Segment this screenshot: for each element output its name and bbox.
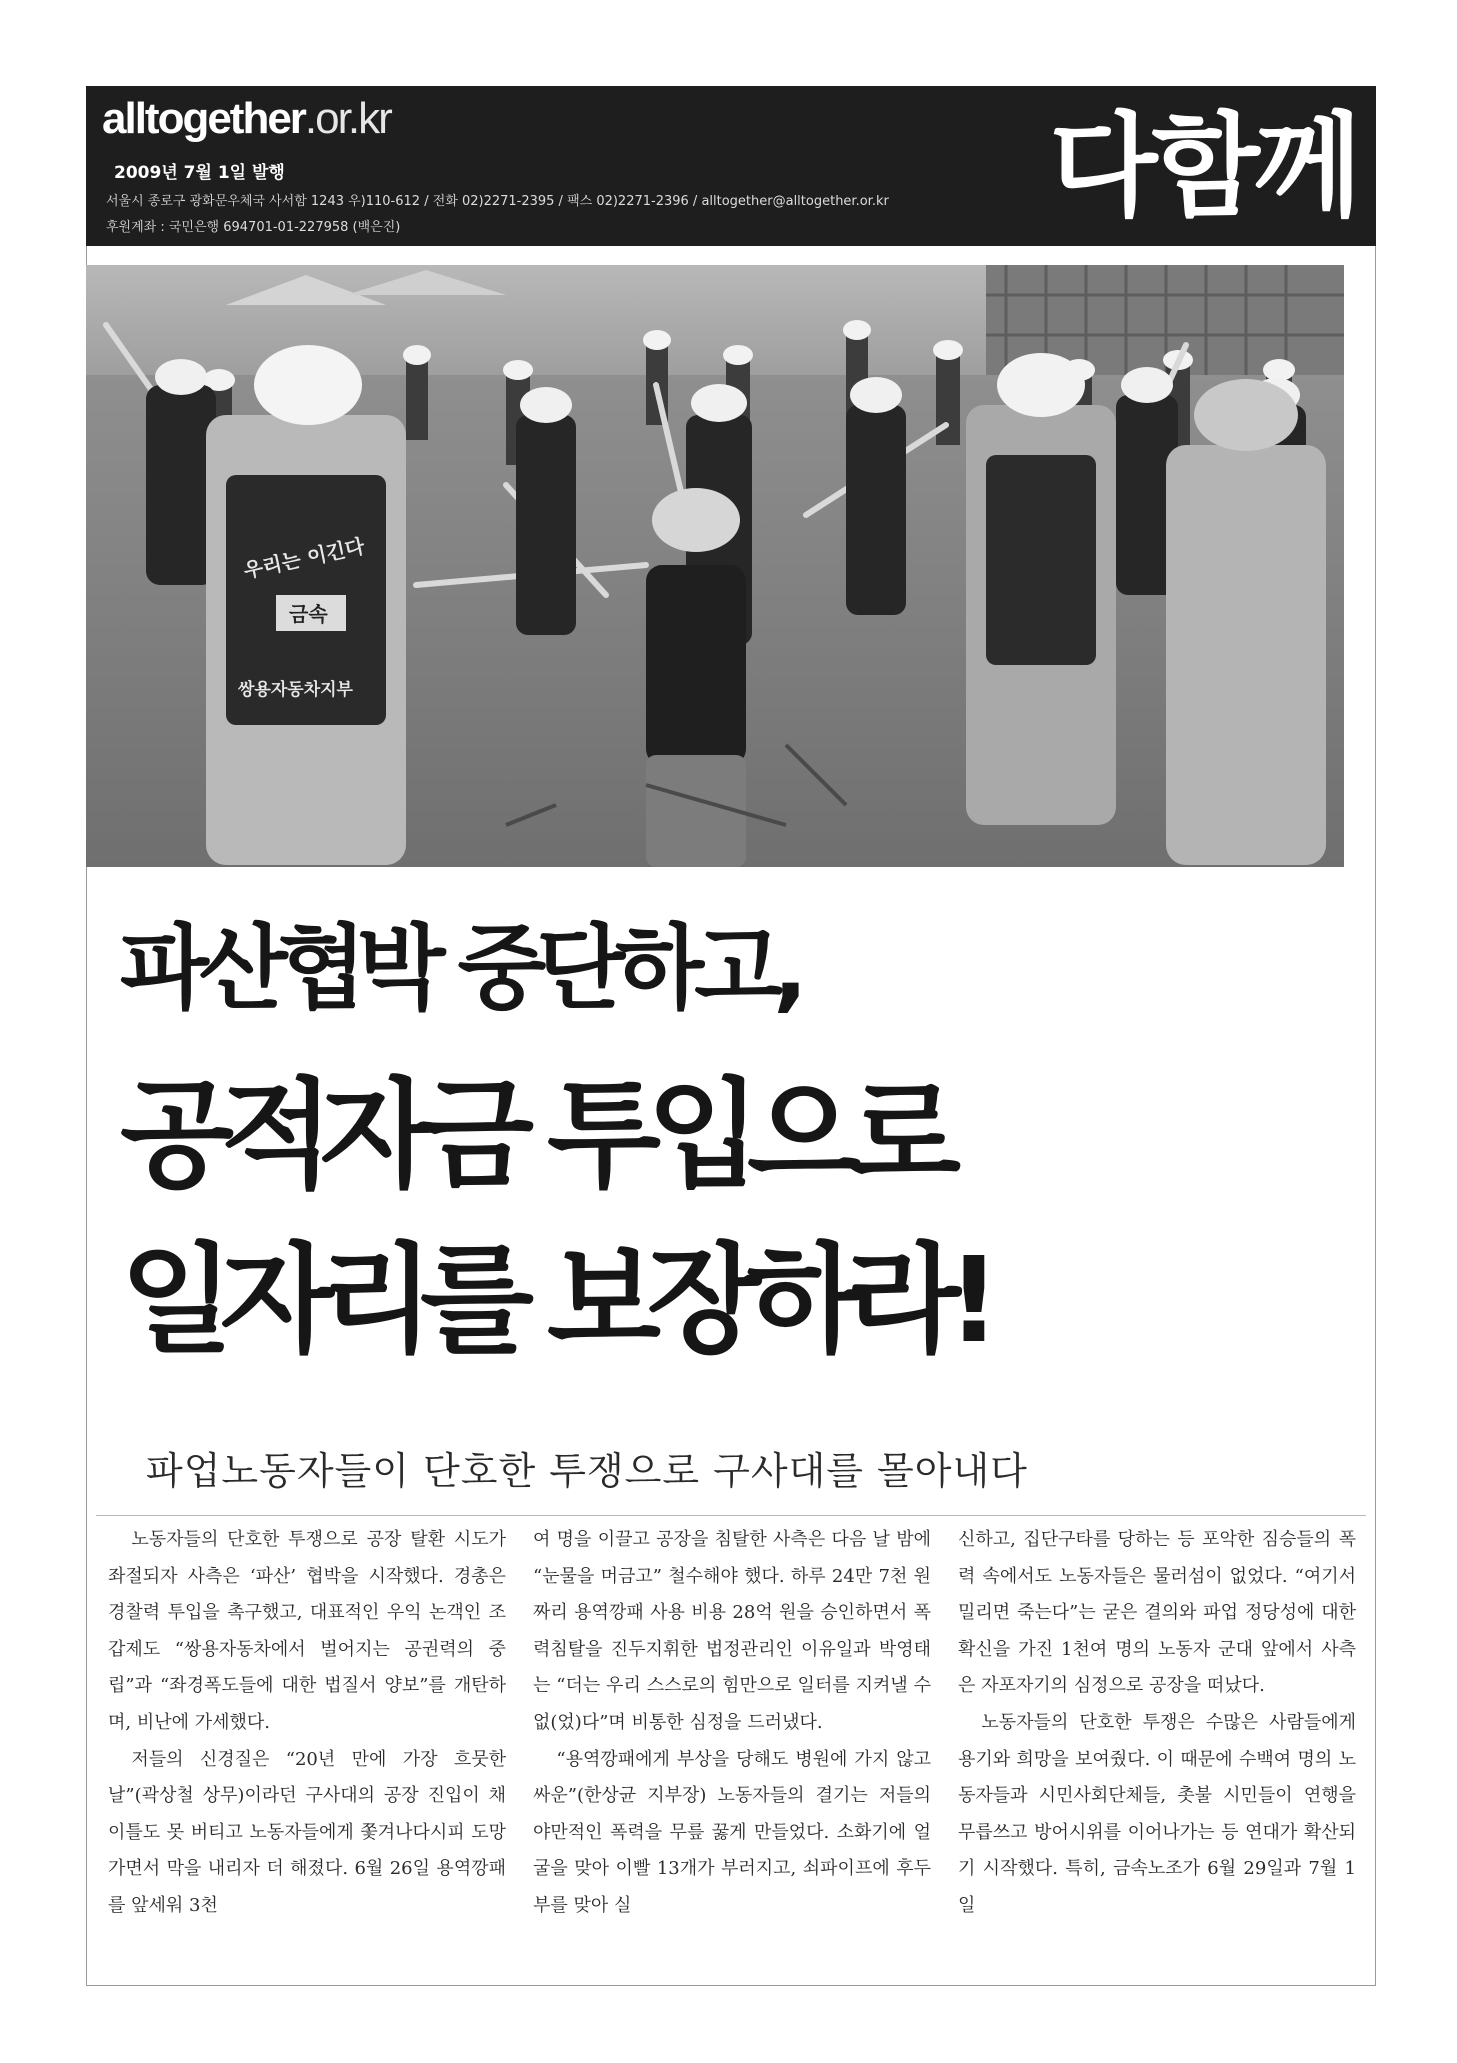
article-column-1 bbox=[108, 1522, 506, 1962]
paragraph: “용역깡패에게 부상을 당해도 병원에 가지 않고 싸운”(한상균 지부장) 노동자들의 결기는 저들의 야만적인 폭력을 무릎 꿇게 만들었다. 소화기에 얼굴을 맞아 이빨 13개가 부러지고, 쇠파이프에 후두부를 맞아 실 bbox=[533, 1748, 931, 1916]
site-logo[interactable] bbox=[102, 94, 391, 144]
cover-photo bbox=[86, 265, 1344, 867]
subheadline: 파업노동자들이 단호한 투쟁으로 구사대를 몰아내다 bbox=[146, 1449, 1028, 1493]
newspaper-brand: 다함께 bbox=[1049, 102, 1356, 232]
paragraph: 노동자들의 단호한 투쟁으로 공장 탈환 시도가 좌절되자 사측은 ‘파산’ 협박을 시작했다. 경총은 경찰력 투입을 촉구했고, 대표적인 우익 논객인 조갑제도 “쌍용자동차에서 벌어지는 공권력의 중립”과 “좌경폭도들에 대한 법질서 양보”를 개탄하며, 비난에 가세했다. bbox=[108, 1529, 506, 1733]
vest-badge: 금속 bbox=[289, 602, 328, 626]
paragraph: 저들의 신경질은 “20년 만에 가장 흐뭇한 날”(곽상철 상무)이라던 구사대의 공장 진입이 채 이틀도 못 버티고 노동자들에게 쫓겨나다시피 도망가면서 막을 내리자 더 해졌다. 6월 26일 용역깡패를 앞세워 3천 bbox=[108, 1748, 506, 1916]
vest-slogan: 우리는 이긴다 bbox=[241, 533, 367, 583]
article-column-2 bbox=[533, 1522, 931, 1962]
divider bbox=[96, 1515, 1366, 1516]
site-domain: .or.kr bbox=[304, 94, 391, 143]
paragraph: 여 명을 이끌고 공장을 침탈한 사측은 다음 날 밤에 “눈물을 머금고” 철수해야 했다. 하루 24만 7천 원 짜리 용역깡패 사용 비용 28억 원을 승인하면서 폭력침탈을 진두지휘한 법정관리인 이유일과 박영태는 “더는 우리 스스로의 힘만으로 일터를 지켜낼 수 없(었)다”며 비통한 심정을 드러냈다. bbox=[533, 1529, 931, 1733]
donation-account: 후원계좌 : 국민은행 694701-01-227958 (백은진) bbox=[106, 220, 401, 235]
paragraph: 노동자들의 단호한 투쟁은 수많은 사람들에게 용기와 희망을 보여줬다. 이 때문에 수백여 명의 노동자들과 시민사회단체들, 촛불 시민들이 연행을 무릅쓰고 방어시위를 이어나가는 등 연대가 확산되기 시작했다. 특히, 금속노조가 6월 29일과 7월 1일 bbox=[958, 1711, 1356, 1916]
headline-line-3: 일자리를 보장하라! bbox=[120, 1231, 987, 1369]
article-column-3 bbox=[958, 1522, 1356, 1962]
vest-union-name: 쌍용자동차지부 bbox=[238, 680, 353, 700]
issue-date: 2009년 7월 1일 발행 bbox=[114, 163, 285, 183]
site-name: alltogether bbox=[102, 94, 305, 143]
headline-line-1: 파산협박 중단하고, bbox=[120, 915, 798, 1022]
photo-illustration bbox=[86, 265, 1344, 867]
contact-address: 서울시 종로구 광화문우체국 사서함 1243 우)110-612 / 전화 02)2271-2395 / 팩스 02)2271-2396 / alltogether@alltogether.or.kr bbox=[106, 194, 889, 209]
headline-line-2: 공적자금 투입으로 bbox=[120, 1066, 947, 1204]
masthead bbox=[86, 86, 1376, 246]
paragraph: 신하고, 집단구타를 당하는 등 포악한 짐승들의 폭력 속에서도 노동자들은 물러섬이 없었다. “여기서 밀리면 죽는다”는 굳은 결의와 파업 정당성에 대한 확신을 가진 1천여 명의 노동자 군대 앞에서 사측은 자포자기의 심정으로 공장을 떠났다. bbox=[958, 1529, 1356, 1697]
